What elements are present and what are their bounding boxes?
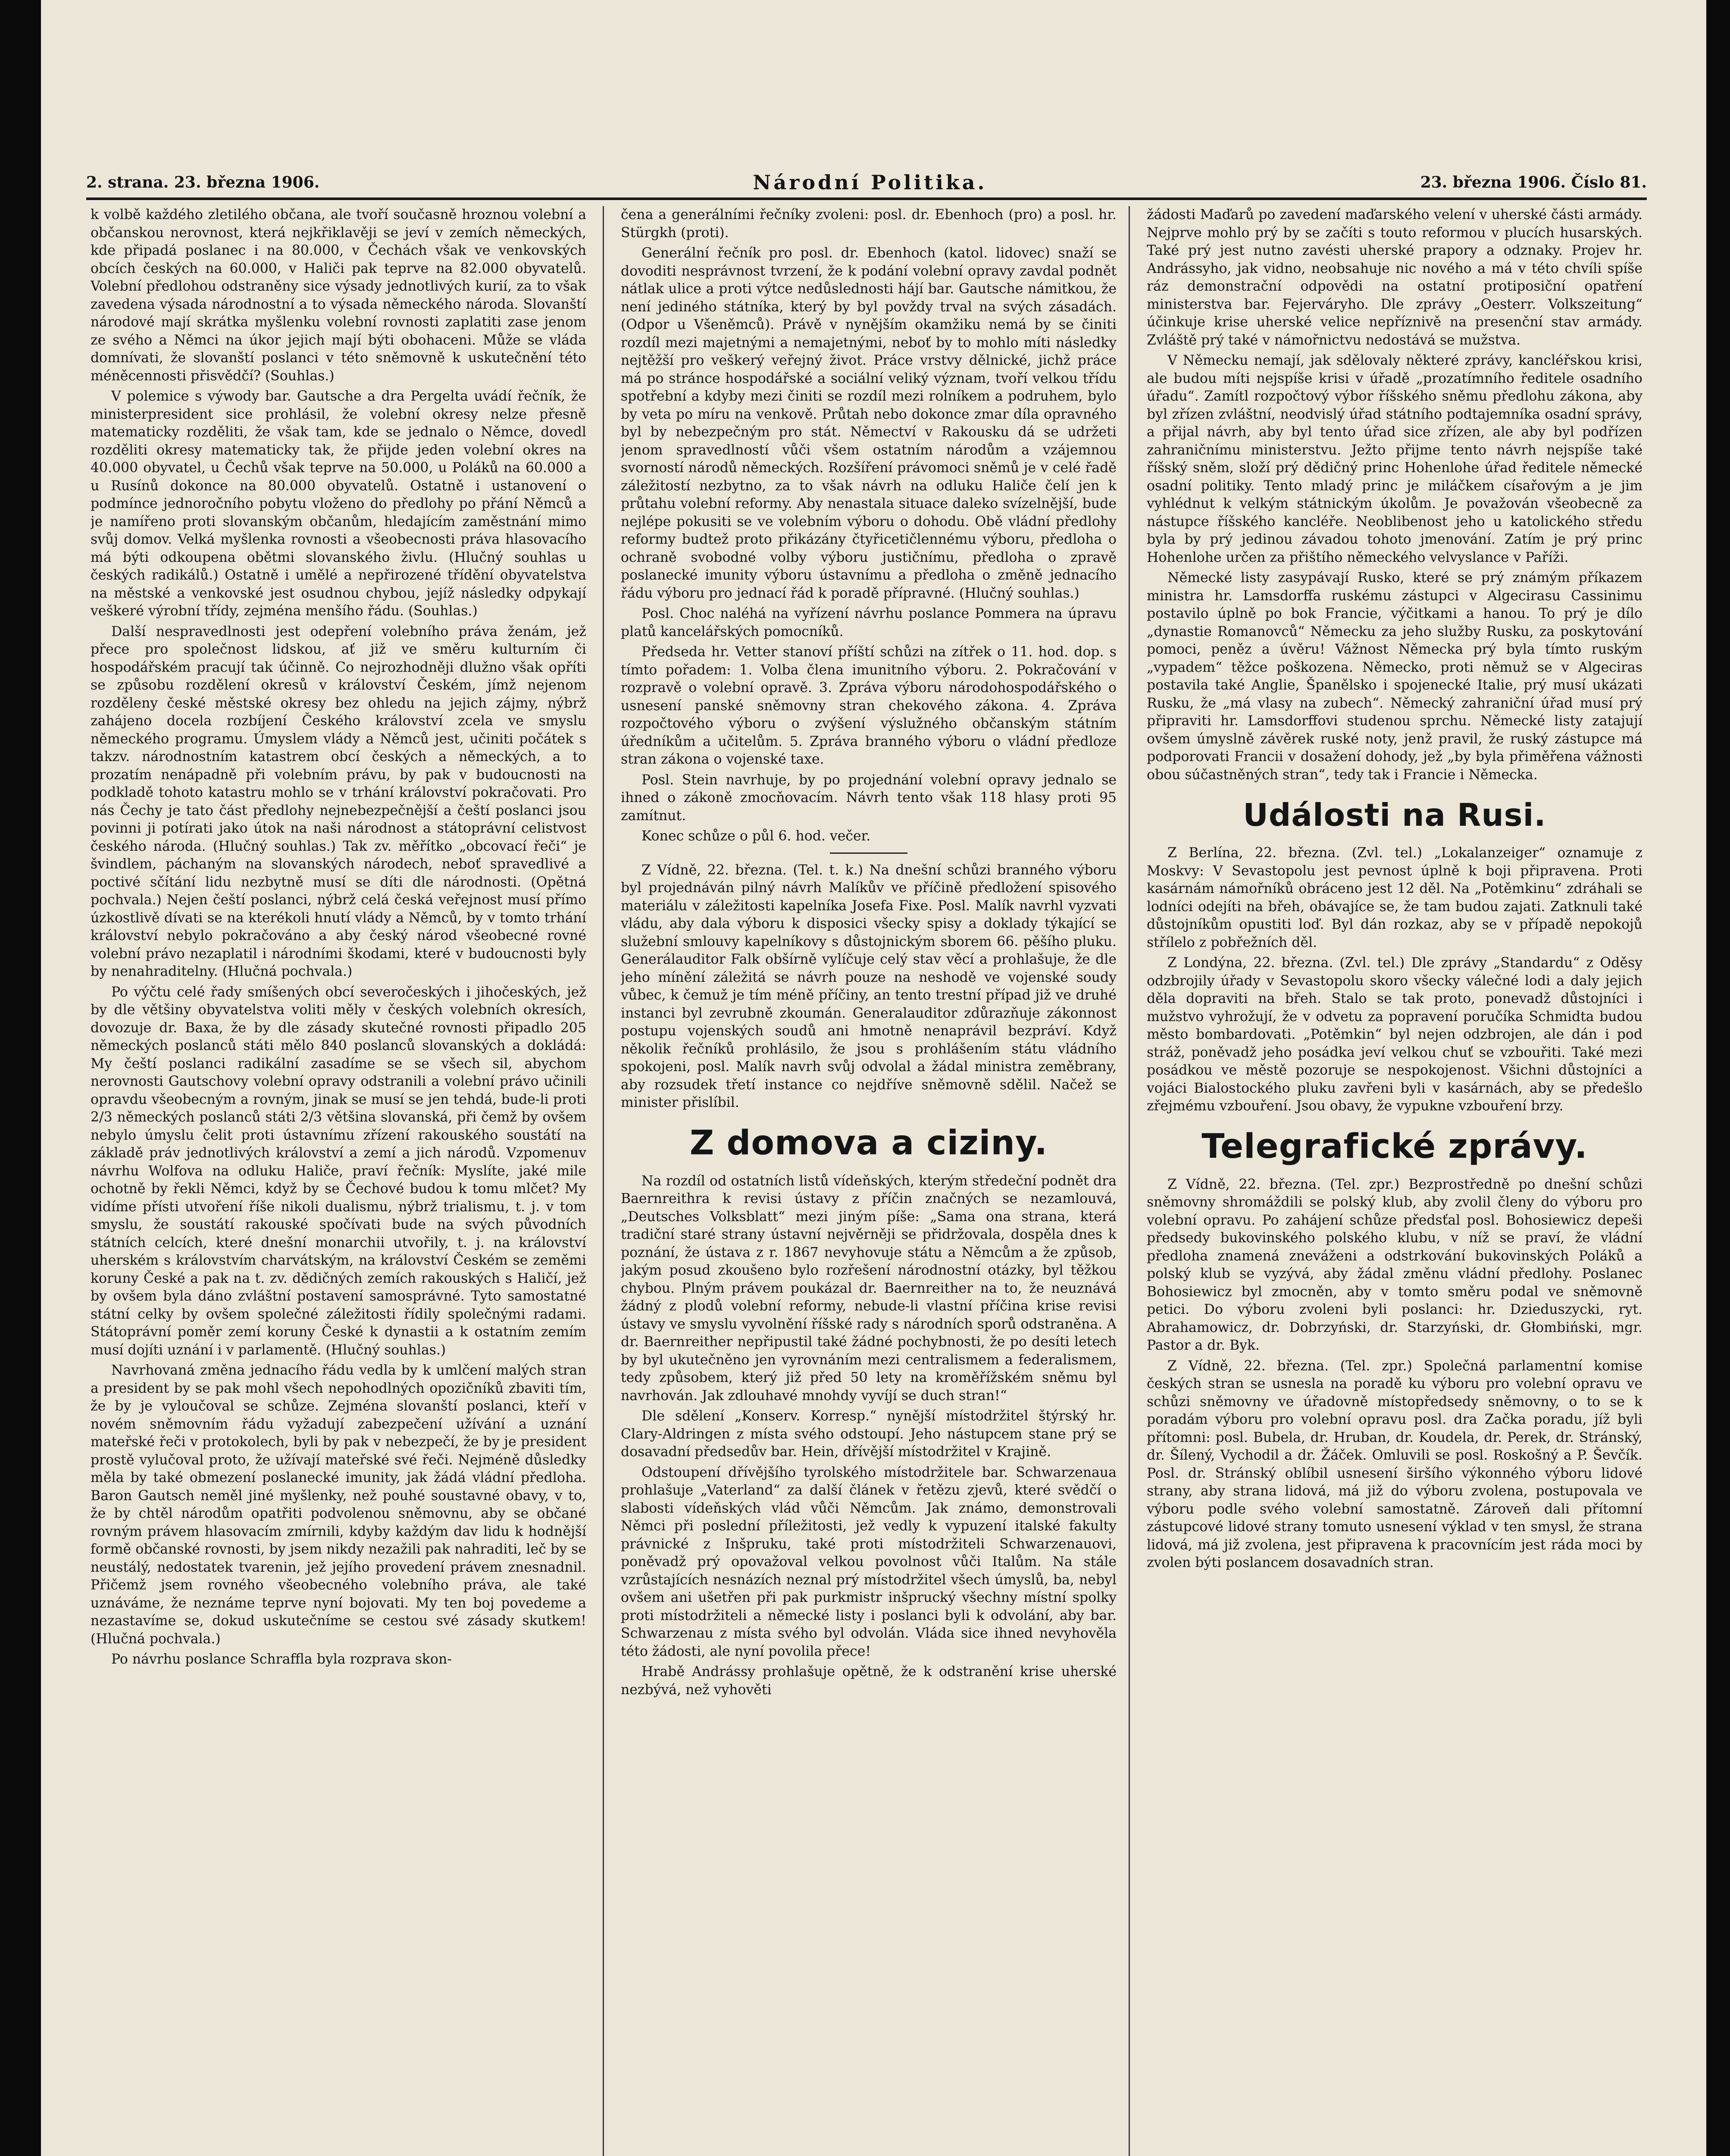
paragraph: Navrhovaná změna jednacího řádu vedla by k umlčení malých stran a president by se pak mohl všech nepohodlných opozičníků zbaviti tím, že by je vyloučoval se schůze. Zejména slovanští poslanci, kteří v novém sněmovním řádu vyžadují zabezpečení užívání a uznání mateřské řeči v protokolech, byli by pak v nebezpečí, že by je president prostě vylučoval proto, že užívají mateřské své řeči. Nejméně důsledky měla by také obmezení poslanecké imunity, jak žádá vládní předloha. Baron Gautsch neměl jiné myšlenky, než pouhé soustavné obavy, v to, že by chtěl národům opatřiti podvolenou sněmovnu, aby se občané rovným právem hlasovacím zmírnili, kdyby každým dav lidu k hodnější formě občanské rovnosti, by jsem nikdy nezažili pak nahraditi, leč by se neustálý, nedostatek tvarenin, jež jejího provedení právem znesnadnil. Přičemž jsem rovného všeobecného volebního práva, ale také uznáváme, že neznáme teprve nyní bojovati. My ten boj povedeme a nezastavíme se, dokud uskutečníme se cestou své zásady skutkem! (Hlučná pochvala.) [91, 1363, 586, 1647]
paragraph: k volbě každého zletilého občana, ale tvoří současně hroznou volební a občanskou nerovnost, která nejkřiklavěji se jeví v zemích německých, kde připadá poslanec i na 80.000, v Čechách však ve venkovských obcích českých na 60.000, v Haliči pak teprve na 82.000 obyvatelů. Volební předlohou odstraněny sice výsady jednotlivých kurií, za to však zavedena výsada národnostní a to výsada německého národa. Slovanští národové mají skrátka myšlenku volební rovnosti zaplatiti zase jenom ze svého a Němci na úkor jejich mají býti obohaceni. Může se vláda domnívati, že slovanští poslanci v této sněmovně k uskutečnění této méněcennosti přisvědčí? (Souhlas.) [91, 207, 586, 384]
newspaper-title: Národní Politika. [753, 171, 987, 194]
column-2 [621, 206, 1117, 2156]
column-3 [1147, 206, 1642, 2156]
paragraph: V Německu nemají, jak sdělovaly některé zprávy, kancléřskou krisi, ale budou míti nejspíše krisi v úřadě „prozatímního ředitele osadního úřadu“. Zamítl rozpočtový výbor říšského sněmu předlohu zákona, aby byl zřízen zvláštní, neodvislý úřad státního podtajemníka osadní správy, a přijal návrh, aby byl tento úřad sice zřízen, ale aby byl podřízen zahraničnímu ministerstvu. Ježto přijme tento návrh nejspíše také říšský sněm, složí prý dědičný princ Hohenlohe úřad ředitele německé osadní politiky. Tento mladý princ je miláčkem císařovým a je jim vyhlédnut k velkým státnickým úkolům. Je považován všeobecně za nástupce říšského kancléře. Neoblibenost jeho u katolického středu byla by prý jedinou závadou tohoto jmenování. Zatím je prý princ Hohenlohe určen za přištího německého velvyslance v Paříži. [1147, 353, 1642, 565]
paragraph: Generální řečník pro posl. dr. Ebenhoch (katol. lidovec) snaží se dovoditi nesprávnost tvrzení, že k podání volební opravy zavdal podnět nátlak ulice a proti výtce nedůslednosti hájí bar. Gautsche námitkou, že není jediného státníka, který by byl povždy trval na svých zásadách. (Odpor u Všeněmců). Právě v nynějším okamžiku nemá by se činiti rozdíl mezi majetnými a nemajetnými, neboť by to mohlo míti následky nejtěžší pro veškerý veřejný život. Práce vrstvy dělnické, jichž práce má po stránce hospodářské a sociální veliký význam, tvoří velkou třídu spotřební a kdyby mezi činiti se rozdíl mezi rolníkem a podruhem, bylo by veta po míru na venkově. Průtah nebo dokonce zmar díla opravného byl by nebezpečným pro stát. Němectví v Rakousku dá se udržeti jenom spravedlností vůči všem ostatním národům a vzájemnou svorností národů německých. Rozšíření právomoci sněmů je v celé řadě záležitostí nezbytno, za to však návrh na odluku Haliče čelí jen k průtahu volební reformy. Aby nenastala situace daleko svízelnější, bude nejlépe pokusiti se ve volebním výboru o dohodu. Obě vládní předlohy reformy budtež proto přikázány čtyřicetičlennému výboru, předloha o ochraně svobodné volby výboru justičnímu, předloha o zpravě poslanecké imunity výboru ústavnímu a předloha o změně jednacího řádu výboru pro jednací řád k poradě přípravné. (Hlučný souhlas.) [621, 245, 1117, 601]
scan-border-right [1706, 0, 1730, 2156]
paragraph: Německé listy zasypávají Rusko, které se prý známým příkazem ministra hr. Lamsdorffa ruskému zástupci v Algecirasu Cassinimu postavilo úplně po bok Francie, výčitkami a hanou. To prý je dílo „dynastie Romanovců“ Německu za jeho služby Rusku, za poskytování pomoci, peněz a úvěru! Vážnost Německa prý byla tímto ruským „vypadem“ těžce poškozena. Německo, proti němuž se v Algeciras postavila také Anglie, Španělsko i spojenecké Italie, prý musí ukázati Rusku, že „má vlasy na zubech“. Německý zahraniční úřad musí prý připraviti hr. Lamsdorffovi studenou sprchu. Německé listy zatajují ovšem úmyslně závěrek ruské noty, jenž pravil, že ruský zástupce má podporovati Francii v dosažení dohody, jež „by byla přiměřena vážnosti obou súčastněných stran“, tedy tak i Francie i Německa. [1147, 570, 1642, 783]
paragraph: Po výčtu celé řady smíšených obcí severočeských i jihočeských, jež by dle většiny obyvatelstva voliti měly v českých volebních okresích, dovozuje dr. Baxa, že by dle zásady skutečné rovnosti připadlo 205 německých poslanců státi mělo 840 poslanců slovanských a dokládá: My čeští poslanci radikální zasadíme se se všech sil, abychom nerovnosti Gautschovy volební opravy odstranili a volební právo učinili opravdu všeobecným a rovným, jinak se musí se jen tehdá, bude-li proti 2/3 německých poslanců státi 2/3 většina slovanská, při čemž by ovšem nebylo úmyslu čelit proti ústavnímu zřízení rakouského soustátí na základě práv jednotlivých království a zemí a jich národů. Vzpomenuv návrhu Wolfova na odluku Haliče, praví řečník: Myslíte, jaké mile ochotně by řekli Němci, když by se Čechové budou k tomu mlčet? My vidíme přísti utvoření říše nikoli dualismu, nýbrž trialismu, t. j. v tom smyslu, že soustátí rakouské spočívati bude na svých původních státních celcích, které dnešní monarchii utvořily, t. j. na království uherském s královstvím charvátským, na království Českém se zeměmi koruny České a pak na t. zv. dědičných zemích rakouských s Haličí, jež by ovšem byla dáno zvláštní postavení samosprávné. Tyto samostatné státní celky by ovšem společné záležitosti řídily společnými radami. Státoprávní poměr zemí koruny České k dynastii a k ostatním zemím musí dojíti uznání i v parlamentě. (Hlučný souhlas.) [91, 984, 586, 1358]
column-1 [91, 206, 586, 2156]
section-heading-russia: Události na Rusi. [1243, 797, 1546, 833]
paragraph: Konec schůze o půl 6. hod. večer. [641, 828, 871, 844]
paragraph: Hrabě Andrássy prohlašuje opětně, že k odstranění krise uherské nezbývá, než vyhověti [621, 1664, 1117, 1698]
paragraph: Dle sdělení „Konserv. Korresp.“ nynější místodržitel štýrský hr. Clary-Aldringen z místa svého odstoupí. Jeho nástupcem stane prý se dosavadní předsedův bar. Hein, dřívější místodržitel v Krajině. [621, 1408, 1117, 1460]
paragraph: čena a generálními řečníky zvoleni: posl. dr. Ebenhoch (pro) a posl. hr. Stürgkh (proti). [621, 207, 1117, 241]
header-rule [86, 197, 1647, 200]
header-issue-number: 23. března 1906. Číslo 81. [1420, 173, 1647, 191]
paragraph: Z Vídně, 22. března. (Tel. t. k.) Na dnešní schůzi branného výboru byl projednáván pilný návrh Malíkův ve příčině předložení spisového materiálu v záležitosti kapelníka Josefa Fixe. Posl. Malík navrhl vyzvati vládu, aby dala výboru k disposici všecky spisy a doklady týkající se služební smlouvy kapelníkovy s důstojnickým sborem 66. pěšího pluku. Generálauditor Falk obšírně vylíčuje celý stav věcí a prohlašuje, že dle jeho mínění záležitá se návrh pouze na neshodě ve vojenské soudy vůbec, k čemuž je tím méně příčiny, an tento trestní případ již ve druhé instanci byl zevrubně zkoumán. Generalauditor zdůrazňuje zákonnost postupu vojenských soudů ani hmotně nenaprávil bezpráví. Když několik řečníků prohlásilo, že jsou s prohlášením státu vládního spokojeni, posl. Malík navrh svůj odvolal a žádal ministra zeměbrany, aby rozsudek třetí instance co nejdříve sněmovně sdělil. Načež se minister přislíbil. [621, 862, 1117, 1110]
paragraph: Další nespravedlnosti jest odepření volebního práva ženám, jež přece pro společnost lidskou, ať již ve směru kulturním či hospodářském pracují tak účinně. Co nejrozhodněji dlužno však opříti se způsobu rozdělení okresů v království Českém, jímž nejenom rozděleny české městské okresy bez ohledu na jejich zájmy, nýbrž zahájeno docela rozbíjení Českého království zcela ve smyslu německého programu. Úmyslem vlády a Němců jest, učiniti počátek s takzv. národnostním katastrem obcí českých a německých, a to prozatím nenápadně při volebním právu, by pak v budoucnosti na podkladě tohoto katastru mohlo se v trhání království pokračovati. Pro nás Čechy je tato část předlohy nejnebezpečnější a čeští poslanci jsou povinni ji potírati jako útok na naši národnost a státoprávní celistvost českého národa. (Hlučný souhlas.) Tak zv. měřítko „obcovací řeči“ je švindlem, páchaným na slovanských národech, neboť spravedlivé a poctivé sčítání lidu nezbytně musí se díti dle národnosti. (Opětná pochvala.) Nejen čeští poslanci, nýbrž celá česká veřejnost musí přímo úzkostlivě dívati se na kterékoli hnutí vlády a Němců, by v tomto trhání království nebylo pokračováno a aby český národ všeobecné rovné volební právo nezaplatil i národními škodami, které v budoucnosti byly by nenahraditelny. (Hlučná pochvala.) [91, 624, 586, 979]
paragraph: V polemice s výwody bar. Gautsche a dra Pergelta uvádí řečník, že ministerpresident sice prohlásil, že volební okresy nelze přesně matematicky rozděliti, že však tam, kde se jednalo o Němce, dovedl rozděliti okresy matematicky tak, že přijde jeden volební okres na 40.000 obyvatel, u Čechů však teprve na 50.000, u Poláků na 60.000 a u Rusínů dokonce na 80.000 obyvatelů. Ostatně i ustanovení o podmínce jednoročního pobytu vloženo do předlohy po přání Němců a je namířeno proti slovanským občanům, hledajícím zaměstnání mimo svůj domov. Velká myšlenka rovnosti a všeobecnosti práva hlasovacího má býti odkoupena obětmi slovanského živlu. (Hlučný souhlas u českých radikálů.) Ostatně i umělé a nepřirozené třídění obyvatelstva na městské a venkovské jest osudnou chybou, jejíž následky odpykají veškeré výrobní třídy, zejména menšího řádu. (Souhlas.) [91, 389, 586, 619]
paragraph: Předseda hr. Vetter stanoví příští schůzi na zítřek o 11. hod. dop. s tímto pořadem: 1. Volba člena imunitního výboru. 2. Pokračování v rozpravě o volební opravě. 3. Zpráva výboru národohospodářského o usnesení panské sněmovny stran chekového zákona. 4. Zpráva rozpočtového výboru o zvýšení výslužného občanským státním úředníkům a učitelům. 5. Zpráva branného výboru o vládní předloze stran zákona o vojenské taxe. [621, 644, 1117, 767]
page-header [86, 169, 1647, 196]
section-heading-telegrams: Telegrafické zprávy. [1201, 1127, 1588, 1166]
paragraph: Po návrhu poslance Schraffla byla rozprava skon- [111, 1651, 452, 1667]
paragraph: Na rozdíl od ostatních listů vídeňských, kterým středeční podnět dra Baernreithra k revisi ústavy z příčin značných se nezamlouvá, „Deutsches Volksblatt“ mezi jiným píše: „Sama ona strana, která tradiční staré strany ústavní nejvěrněji se přidržovala, dospěla dnes k poznání, že ústava z r. 1867 nevyhovuje státu a Němcům a že způsob, jakým posud zkoušeno bylo rozřešení národnostní otázky, byl těžkou chybou. Plným právem poukázal dr. Baernreither na to, že neuznává žádný z plodů volební reformy, nebude-li vlastní příčina krise revisi ústavy ve smyslu vyvolnění říšské rady s národních sporů odstraněna. A dr. Baernreither nepřipustil také žádné pochybnosti, že po desíti letech by byl ukutečněno jen vyrovnáním mezi centralismem a federalismem, tedy způsobem, který již před 50 lety na kroměřížském sněmu byl navrhován. Jak zdlouhavé mnohdy vyvíjí se duch stran!“ [621, 1173, 1117, 1404]
paragraph: Z Vídně, 22. března. (Tel. zpr.) Bezprostředně po dnešní schůzi sněmovny shromáždili se polský klub, aby zvolil členy do výboru pro volební opravu. Po zahájení schůze předsťal posl. Bohosiewicz depeši předsedy bukovinského polského klubu, v níž se praví, že vládní předloha znamená zneváženi a odstrkování bukovinských Poláků a polský klub se vyzývá, aby žádal změnu vládní předlohy. Poslanec Bohosiewicz byl zmocněn, aby v tomto směru podal ve sněmovně petici. Do výboru zvoleni byli poslanci: hr. Dzieduszycki, ryt. Abrahamowicz, dr. Dobrzyński, dr. Starzyński, dr. Głombiński, mgr. Pastor a dr. Byk. [1147, 1176, 1642, 1353]
paragraph: Z Vídně, 22. března. (Tel. zpr.) Společná parlamentní komise českých stran se usnesla na poradě ku výboru pro volební opravu ve schůzi sněmovny ve úřadovně místopředsedy sněmovny, o to se k poradám výboru pro volební opravu posl. dra Začka poradu, jíž byli přítomni: posl. Bubela, dr. Hruban, dr. Koudela, dr. Perek, dr. Stránský, dr. Šílený, Vychodil a dr. Žáček. Omluvili se posl. Roskošný a P. Ševčík. Posl. dr. Stránský oblíbil usnesení širšího výkonného výboru lidové strany, aby strana lidová, má již do výboru zvolena, postupovala ve výboru podle svého volební samostatně. Zároveň dali přítomní zástupcové lidové strany tomuto usnesení výklad v ten smysl, že strana lidová, má již zvolena, jest připravena k pracovnícím jest ráda moci by zvolen býti poslancem dosavadních stran. [1147, 1358, 1642, 1570]
column-divider [603, 206, 604, 2156]
section-heading-domestic-foreign: Z domova a ciziny. [689, 1123, 1048, 1163]
article-separator [830, 852, 907, 854]
paragraph: Z Berlína, 22. března. (Zvl. tel.) „Lokalanzeiger“ oznamuje z Moskvy: V Sevastopolu jest pevnost úplně k boji připravena. Proti kasárnám námořníků obráceno jest 12 děl. Na „Potěmkinu“ zdráhali se lodníci odejíti na břeh, obávajíce se, že tam budou zajati. Zatknuli také důstojníkům opustiti loď. Byl dán rozkaz, aby se v případě nepokojů střílelo z pobřežních děl. [1147, 845, 1642, 950]
column-divider [1129, 206, 1130, 2156]
paragraph: žádosti Maďarů po zavedení maďarského velení v uherské části armády. Nejprve mohlo prý by se začíti s touto reformou v plucích husarských. Také prý jest nutno zavésti uherské prapory a odznaky. Projev hr. Andrássyho, jak vidno, neobsahuje nic nového a má v této chvíli spíše ráz demonstrační odpovědi na ostatní protiposiční opatření ministerstva bar. Fejerváryho. Dle zprávy „Oesterr. Volkszeitung“ účinkuje krise uherské velice nepříznivě na presenční stav armády. Zvláště prý také v námořnictvu nedostává se mužstva. [1147, 207, 1642, 348]
header-page-date: 2. strana. 23. března 1906. [86, 173, 320, 191]
paragraph: Z Londýna, 22. března. (Zvl. tel.) Dle zprávy „Standardu“ z Oděsy odzbrojily úřady v Sevastopolu skoro všecky válečné lodi a daly jejich děla dopraviti na břeh. Stalo se tak proto, ponevadž důstojníci i mužstvo vyhrožují, že v odvetu za popravení poručíka Schmidta budou město bombardovati. „Potěmkin“ byl nejen odzbrojen, ale dán i pod stráž, poněvadž jeho posádka jeví velkou chuť se vzbouřiti. Také mezi posádkou ve městě pozoruje se nespokojenost. Všichni důstojníci a vojáci Bialostockého pluku zavřeni byli v kasárnách, aby se předešlo zřejmému vzbouření. Jsou obavy, že vypukne vzbouření brzy. [1147, 955, 1642, 1114]
scan-border-left [0, 0, 41, 2156]
paragraph: Posl. Choc naléhá na vyřízení návrhu poslance Pommera na úpravu platů kancelářských pomocníků. [621, 606, 1117, 639]
paragraph: Odstoupení dřívějšího tyrolského místodržitele bar. Schwarzenaua prohlašuje „Vaterland“ za další článek v řetězu zjevů, které svědčí o slabosti vídeňských vlád vůči Němcům. Jak známo, demonstrovali Němci při poslední příležitosti, jež vedly k vypuzení italské fakulty právnické z Inšpruku, také proti místodržiteli Schwarzenauovi, poněvadž prý opovažoval velkou povolnost vůči Italům. Na stále vzrůstajících nesnázích neznal prý místodržitel všech úmyslů, ba, nebyl ovšem ani ušetřen při pak purkmistr inšprucký všechny místní spolky proti místodržiteli a německé listy i poslanci byli k odvolání, aby bar. Schwarzenau z místa svého byl odvolán. Vláda sice ihned nevyhověla této žádosti, ale nyní povolila přece! [621, 1464, 1117, 1659]
paragraph: Posl. Stein navrhuje, by po projednání volební opravy jednalo se ihned o zákoně zmocňovacím. Návrh tento však 118 hlasy proti 95 zamítnut. [621, 772, 1117, 824]
